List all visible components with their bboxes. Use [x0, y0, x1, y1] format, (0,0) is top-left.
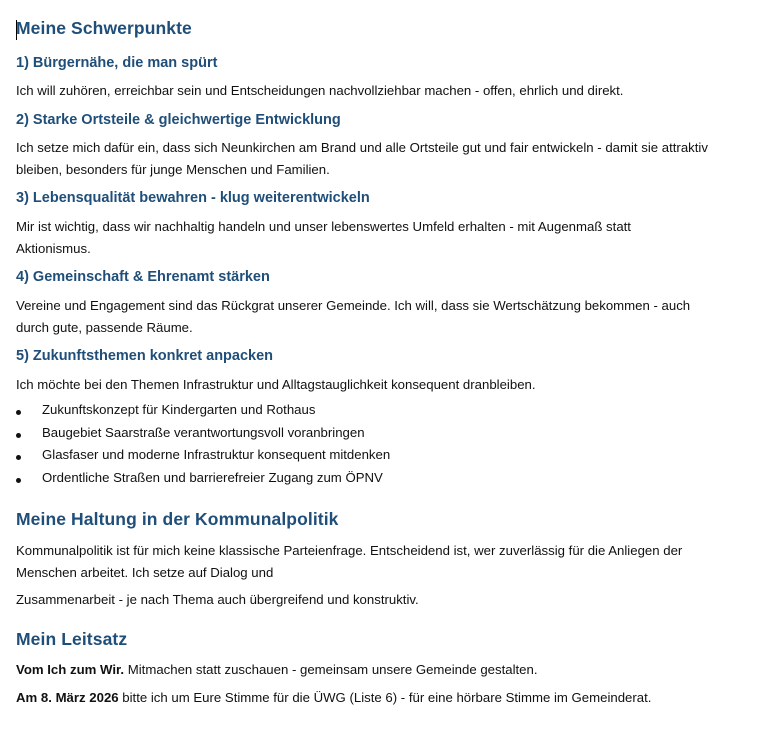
- paragraph-haltung-line1: Kommunalpolitik ist für mich keine klassische Parteienfrage. Entscheidend ist, wer zuverlässig für die Anliegen der: [16, 543, 683, 558]
- paragraph-4-line2: durch gute, passende Räume.: [16, 320, 193, 335]
- heading-schwerpunkte: Meine Schwerpunkte: [16, 18, 192, 38]
- list-item-text: Ordentliche Straßen und barrierefreier Zugang zum ÖPNV: [42, 470, 383, 485]
- subheading-1: 1) Bürgernähe, die man spürt: [16, 55, 218, 71]
- paragraph-3-line1: Mir ist wichtig, dass wir nachhaltig handeln und unser lebenswertes Umfeld erhalten - mit Augenmaß statt: [16, 219, 631, 234]
- heading-haltung: Meine Haltung in der Kommunalpolitik: [16, 509, 339, 529]
- motto-bold: Vom Ich zum Wir.: [16, 662, 125, 677]
- paragraph-haltung-2: Zusammenarbeit - je nach Thema auch übergreifend und konstruktiv.: [16, 592, 419, 607]
- heading-leitsatz: Mein Leitsatz: [16, 629, 128, 649]
- subheading-3: 3) Lebensqualität bewahren - klug weiterentwickeln: [16, 190, 370, 206]
- paragraph-4-line1: Vereine und Engagement sind das Rückgrat unserer Gemeinde. Ich will, dass sie Wertschätzung bekommen - auch: [16, 298, 691, 313]
- vote-date-bold: Am 8. März 2026: [16, 690, 119, 705]
- bullet-icon: [16, 478, 21, 483]
- motto-text: Mitmachen statt zuschauen - gemeinsam unsere Gemeinde gestalten.: [124, 662, 538, 677]
- list-item-text: Glasfaser und moderne Infrastruktur konsequent mitdenken: [42, 447, 391, 462]
- vote-text: bitte ich um Eure Stimme für die ÜWG (Liste 6) - für eine hörbare Stimme im Gemeinderat.: [118, 690, 652, 705]
- paragraph-haltung-line2: Menschen arbeitet. Ich setze auf Dialog und: [16, 565, 274, 580]
- paragraph-2-line2: bleiben, besonders für junge Menschen und Familien.: [16, 162, 330, 177]
- subheading-4: 4) Gemeinschaft & Ehrenamt stärken: [16, 269, 270, 285]
- bullet-icon: [16, 410, 21, 415]
- paragraph-3-line2: Aktionismus.: [16, 241, 91, 256]
- paragraph-2-line1: Ich setze mich dafür ein, dass sich Neunkirchen am Brand und alle Ortsteile gut und fair entwickeln - damit sie attraktiv: [16, 140, 708, 155]
- paragraph-motto: [16, 659, 538, 681]
- list-item-text: Baugebiet Saarstraße verantwortungsvoll voranbringen: [42, 425, 365, 440]
- subheading-2: 2) Starke Ortsteile & gleichwertige Entwicklung: [16, 112, 341, 128]
- bullet-icon: [16, 433, 21, 438]
- paragraph-1: Ich will zuhören, erreichbar sein und Entscheidungen nachvollziehbar machen - offen, ehrlich und direkt.: [16, 83, 624, 98]
- list-item-text: Zukunftskonzept für Kindergarten und Rothaus: [42, 402, 316, 417]
- subheading-5: 5) Zukunftsthemen konkret anpacken: [16, 348, 274, 364]
- paragraph-5: Ich möchte bei den Themen Infrastruktur und Alltagstauglichkeit konsequent dranbleiben.: [16, 377, 536, 392]
- bullet-icon: [16, 455, 21, 460]
- paragraph-vote: [16, 687, 651, 709]
